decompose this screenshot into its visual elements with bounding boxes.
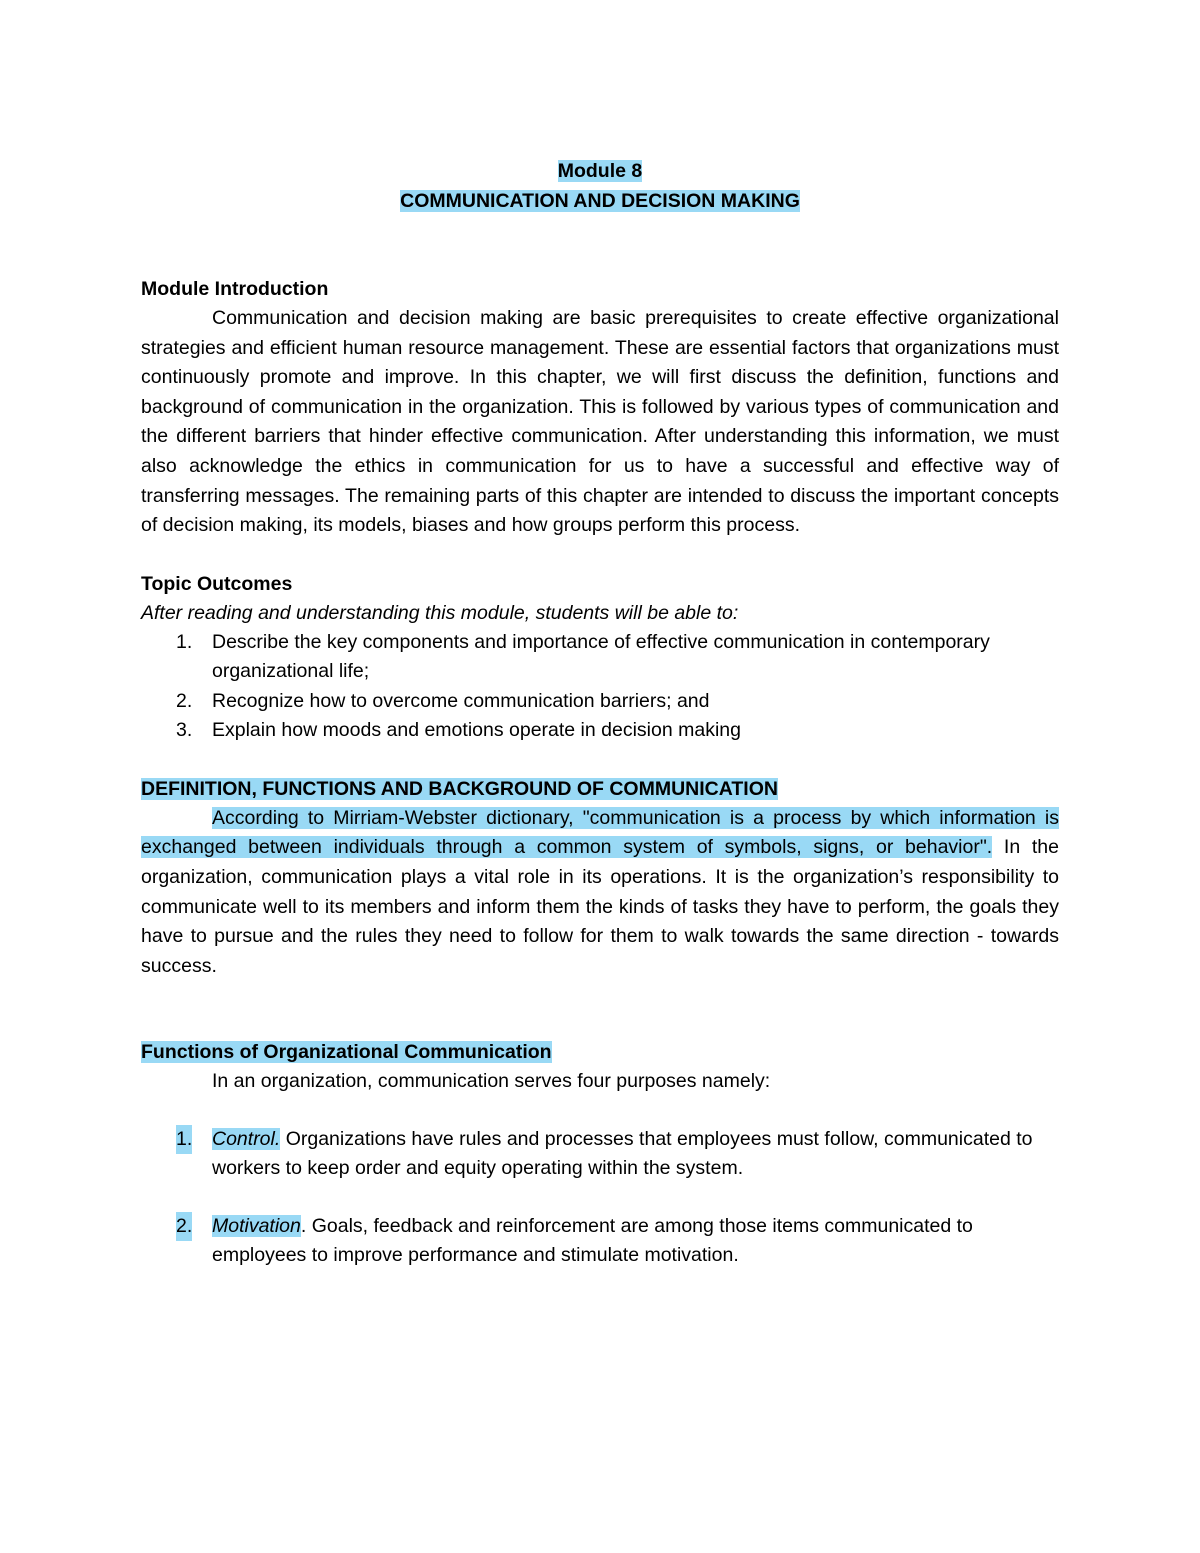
module-label-line bbox=[141, 156, 1059, 186]
list-item: 3. Explain how moods and emotions operate in decision making bbox=[176, 719, 741, 742]
list-item: 1. Control. Organizations have rules and processes that employees must follow, communicated to workers to keep order and equity operating within the system. bbox=[141, 1125, 1059, 1184]
intro-heading: Module Introduction bbox=[141, 278, 329, 300]
module-label: Module 8 bbox=[557, 160, 643, 182]
outcomes-lead: After reading and understanding this module, students will be able to: bbox=[141, 601, 739, 624]
definition-body bbox=[141, 804, 1059, 982]
outcomes-list bbox=[141, 628, 1059, 746]
functions-heading: Functions of Organizational Communication bbox=[141, 1041, 552, 1064]
list-item: 2. Recognize how to overcome communication barriers; and bbox=[176, 689, 710, 712]
module-title-line bbox=[141, 186, 1059, 216]
definition-quote: According to Mirriam-Webster dictionary, "communication is a process by which information is exchanged between individuals through a common system of symbols, signs, or behavior". bbox=[141, 806, 1059, 859]
functions-lead: In an organization, communication serves four purposes namely: bbox=[212, 1070, 771, 1093]
list-item: 2. Motivation. Goals, feedback and reinforcement are among those items communicated to employees to improve performance and stimulate motivation. bbox=[141, 1212, 1059, 1271]
functions-heading-line bbox=[141, 1037, 1059, 1067]
outcomes-heading: Topic Outcomes bbox=[141, 572, 293, 595]
list-item: 1. Describe the key components and importance of effective communication in contemporary organizational life; bbox=[176, 630, 990, 683]
intro-body: Communication and decision making are basic prerequisites to create effective organizational strategies and efficient human resource management. These are essential factors that organizations must continuously promote and improve. In this chapter, we will first discuss the definition, functions and background of communication in the organization. This is followed by various types of communication and the different barriers that hinder effective communication. After understanding this information, we must also acknowledge the ethics in communication for us to have a successful and effective way of transferring messages. The remaining parts of this chapter are intended to discuss the important concepts of decision making, its models, biases and how groups perform this process. bbox=[141, 307, 1059, 537]
functions-list-2 bbox=[141, 1212, 1059, 1271]
module-title: COMMUNICATION AND DECISION MAKING bbox=[400, 190, 800, 212]
functions-list bbox=[141, 1125, 1059, 1184]
definition-heading: DEFINITION, FUNCTIONS AND BACKGROUND OF COMMUNICATION bbox=[141, 777, 778, 800]
function-term: Control. bbox=[212, 1127, 281, 1150]
definition-rest: In the organization, communication plays a vital role in its operations. It is the organization’s responsibility to communicate well to its members and inform them the kinds of tasks they have to perform, the goals they have to pursue and the rules they need to follow for them to walk towards the same direction - towards success. bbox=[141, 836, 1059, 977]
page-content bbox=[141, 156, 1059, 1271]
function-term: Motivation bbox=[212, 1214, 301, 1237]
definition-heading-line bbox=[141, 774, 1059, 804]
